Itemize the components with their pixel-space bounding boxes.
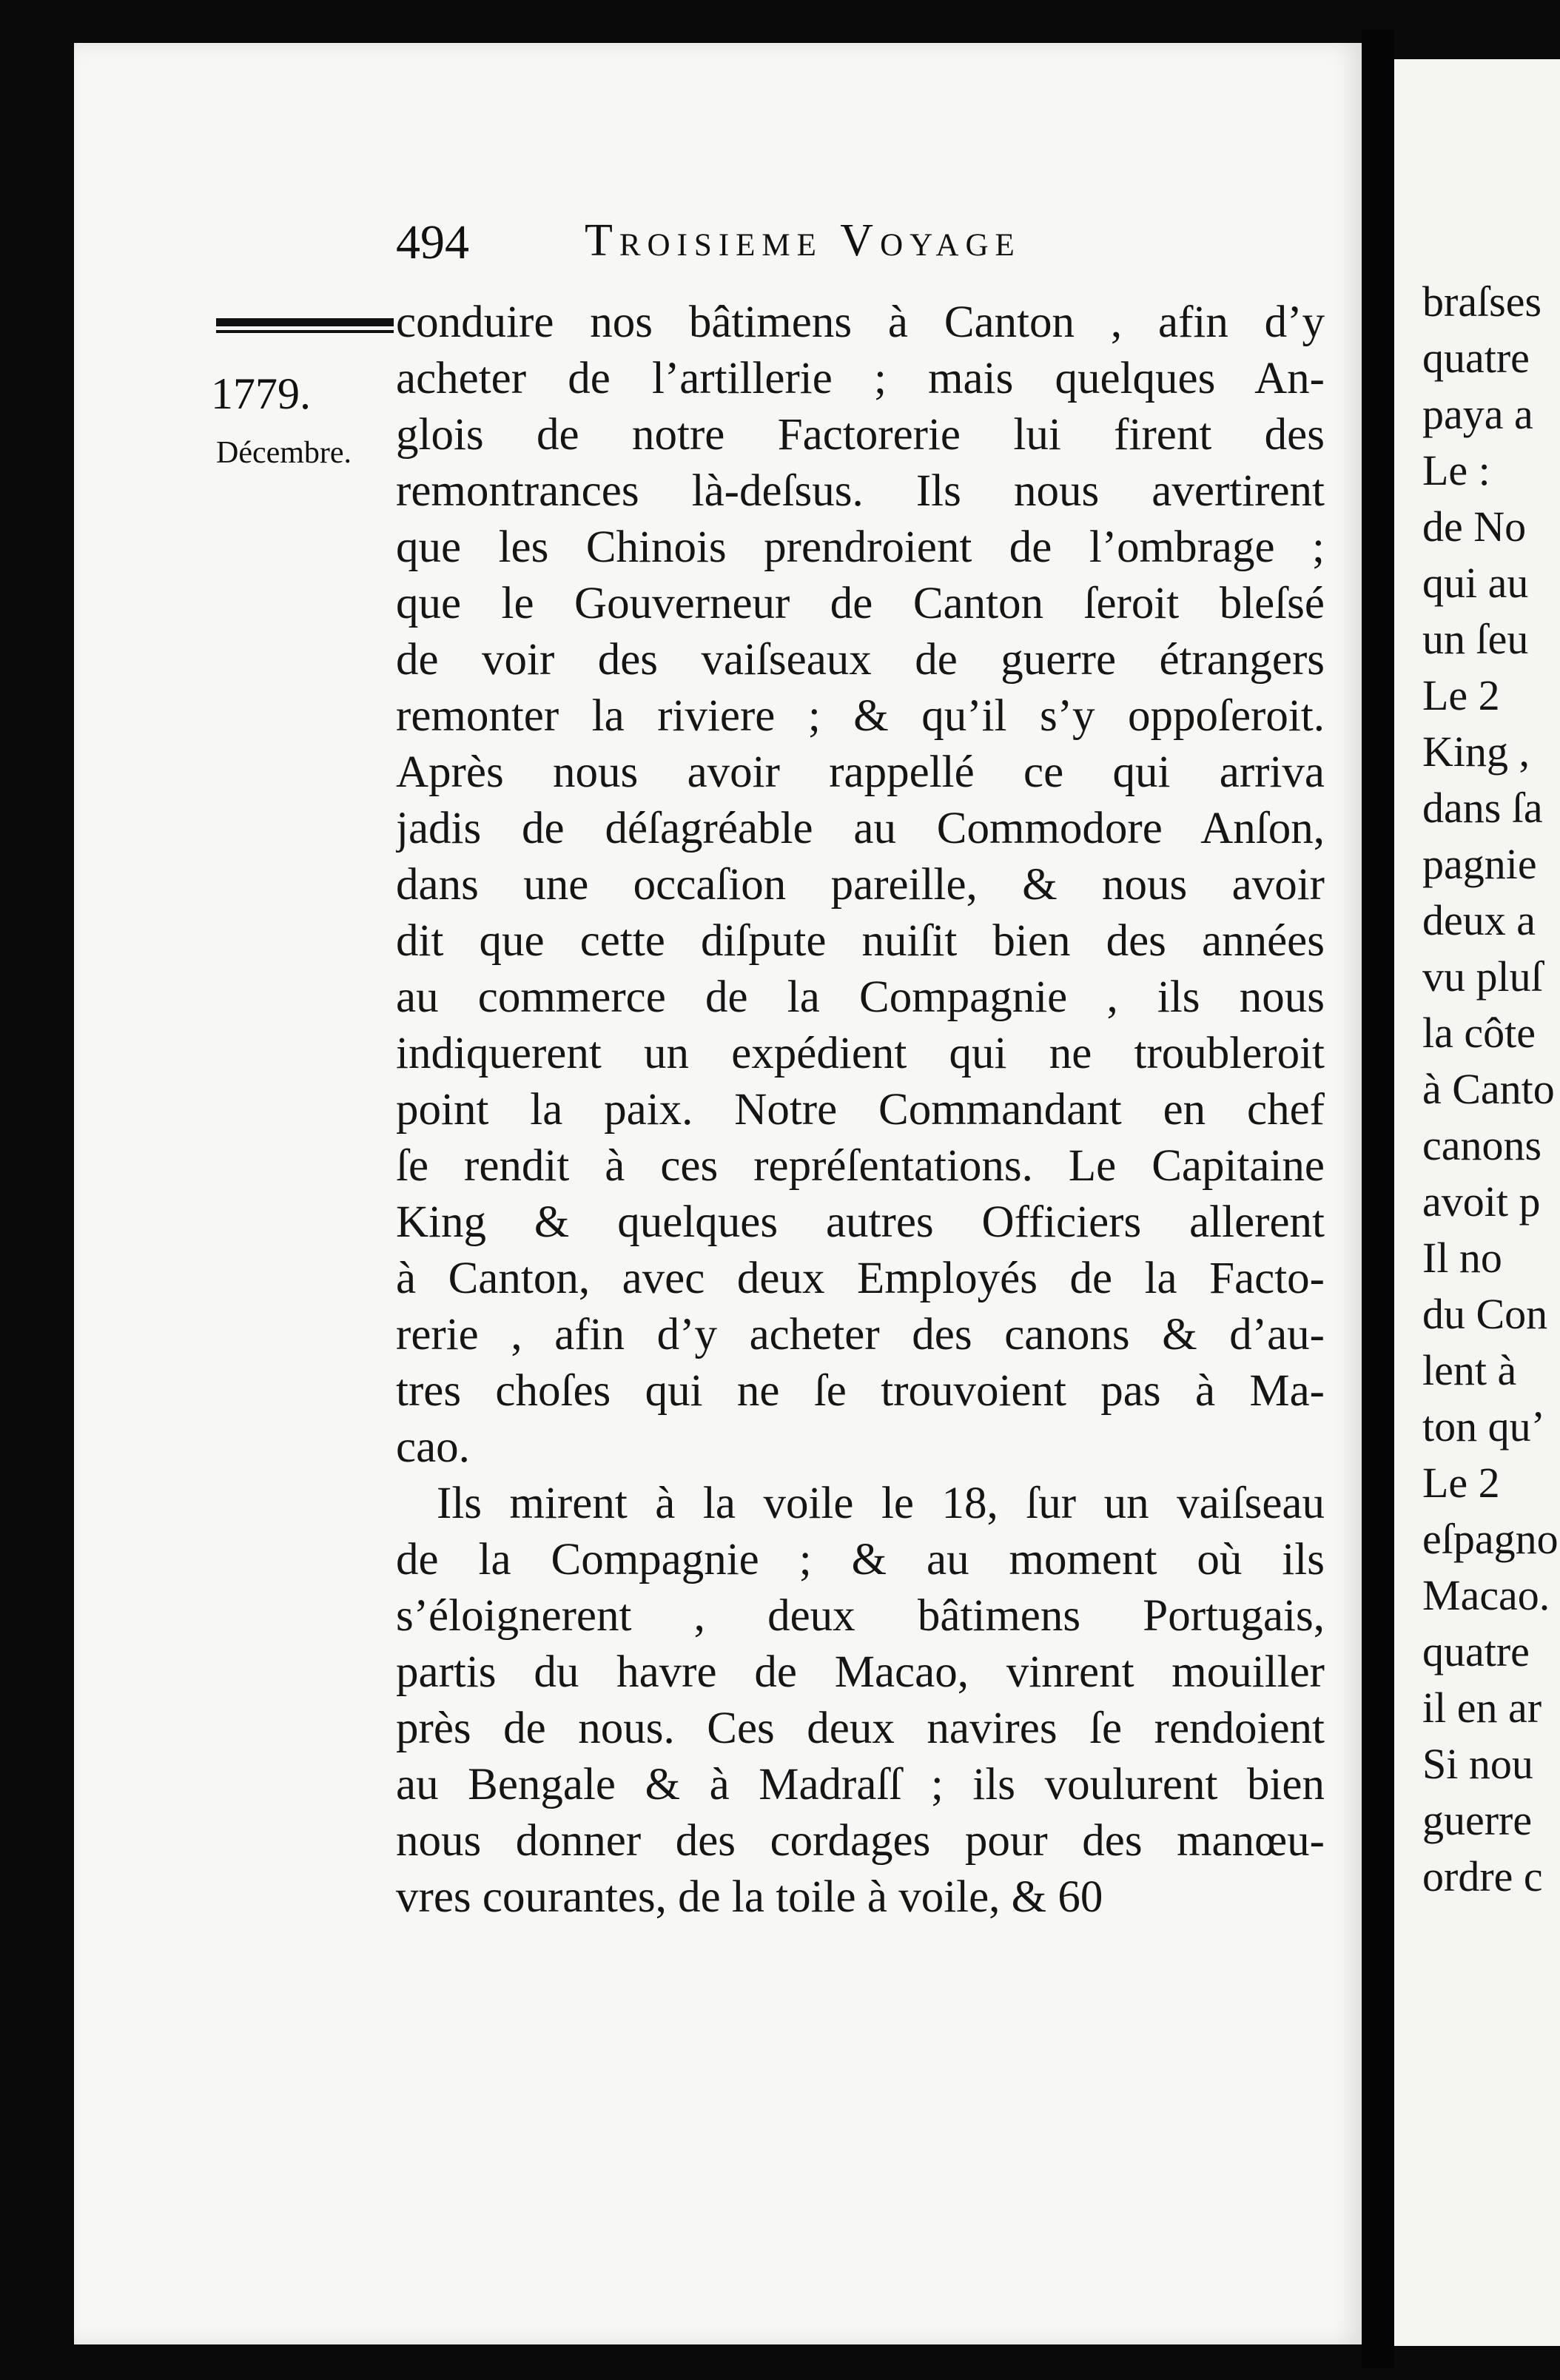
right-page-text [1422, 274, 1560, 1905]
text-line: point la paix. Notre Commandant en chef [396, 1085, 1325, 1134]
right-text-fragment: eſpagno [1422, 1515, 1559, 1563]
text-line: s’éloignerent , deux bâtimens Portugais, [396, 1591, 1325, 1641]
right-text-fragment: canons [1422, 1121, 1542, 1169]
page-header [396, 215, 1321, 281]
right-text-fragment: paya a [1422, 390, 1533, 438]
text-line: au Bengale & à Madraſſ ; ils voulurent bien [396, 1760, 1325, 1809]
margin-rule [216, 318, 394, 326]
text-line: dans une occaſion pareille, & nous avoir [396, 860, 1325, 910]
text-line: vres courantes, de la toile à voile, & 60 [396, 1872, 1103, 1922]
right-text-fragment: un ſeu [1422, 615, 1529, 663]
right-text-fragment: Macao. [1422, 1571, 1550, 1619]
right-text-fragment: quatre [1422, 1627, 1530, 1675]
right-text-fragment: guerre [1422, 1796, 1533, 1844]
text-line: au commerce de la Compagnie , ils nous [396, 972, 1325, 1022]
margin-year: 1779. [211, 369, 311, 418]
text-line: que les Chinois prendroient de l’ombrage ; [396, 522, 1325, 572]
right-text-fragment: ton qu’ [1422, 1402, 1545, 1450]
text-line: partis du havre de Macao, vinrent mouiller [396, 1647, 1325, 1697]
right-text-fragment: King , [1422, 727, 1530, 776]
right-text-fragment: pagnie [1422, 840, 1537, 888]
right-text-fragment: du Con [1422, 1290, 1548, 1338]
text-line: tres choſes qui ne ſe trouvoient pas à Ma- [396, 1366, 1325, 1416]
left-page-text [396, 295, 1325, 1926]
text-line: Après nous avoir rappellé ce qui arriva [396, 747, 1325, 797]
text-line: à Canton, avec deux Employés de la Facto- [396, 1254, 1325, 1303]
text-line: acheter de l’artillerie ; mais quelques An- [396, 354, 1325, 403]
margin-month: Décembre. [216, 436, 352, 470]
text-line: près de nous. Ces deux navires ſe rendoient [396, 1704, 1325, 1753]
right-text-fragment: quatre [1422, 334, 1530, 382]
right-text-fragment: Le 2 [1422, 671, 1500, 719]
text-line: glois de notre Factorerie lui firent des [396, 410, 1325, 460]
text-line: ſe rendit à ces repréſentations. Le Capitaine [396, 1141, 1325, 1191]
text-line: indiquerent un expédient qui ne troubleroit [396, 1029, 1325, 1078]
text-line: que le Gouverneur de Canton ſeroit bleſsé [396, 579, 1325, 628]
right-text-fragment: Il no [1422, 1234, 1502, 1282]
text-line: remontrances là-deſsus. Ils nous avertirent [396, 466, 1325, 516]
right-text-fragment: Le : [1422, 446, 1490, 494]
right-text-fragment: braſses [1422, 278, 1542, 326]
text-line: dit que cette diſpute nuiſit bien des années [396, 916, 1325, 966]
right-text-fragment: Le 2 [1422, 1459, 1500, 1507]
text-line: nous donner des cordages pour des manœu- [396, 1816, 1325, 1866]
text-line: King & quelques autres Officiers allerent [396, 1197, 1325, 1247]
text-line: de la Compagnie ; & au moment où ils [396, 1535, 1325, 1584]
text-line: de voir des vaiſseaux de guerre étrangers [396, 635, 1325, 685]
book-gutter [1362, 30, 1394, 2368]
right-text-fragment: dans ſa [1422, 784, 1543, 832]
right-text-fragment: de No [1422, 502, 1527, 551]
text-line: conduire nos bâtimens à Canton , afin d’y [396, 298, 1325, 347]
right-text-fragment: deux a [1422, 896, 1536, 944]
page-number: 494 [396, 215, 469, 269]
text-line: remonter la riviere ; & qu’il s’y oppoſeroit. [396, 691, 1325, 741]
right-text-fragment: la côte [1422, 1009, 1536, 1057]
right-text-fragment: Si nou [1422, 1740, 1533, 1788]
right-text-fragment: vu pluſ [1422, 952, 1543, 1001]
right-text-fragment: avoit p [1422, 1177, 1541, 1226]
right-text-fragment: lent à [1422, 1346, 1517, 1394]
right-text-fragment: à Canto [1422, 1065, 1555, 1113]
text-line: cao. [396, 1422, 470, 1472]
margin-rule-thin [216, 330, 394, 333]
right-text-fragment: ordre c [1422, 1852, 1543, 1900]
running-title: Troisieme Voyage [585, 215, 1021, 266]
right-text-fragment: qui au [1422, 559, 1529, 607]
text-line: rerie , afin d’y acheter des canons & d’au- [396, 1310, 1325, 1359]
text-line: jadis de déſagréable au Commodore Anſon, [396, 804, 1325, 853]
text-line: Ils mirent à la voile le 18, ſur un vaiſseau [437, 1479, 1325, 1528]
right-text-fragment: il en ar [1422, 1684, 1542, 1732]
